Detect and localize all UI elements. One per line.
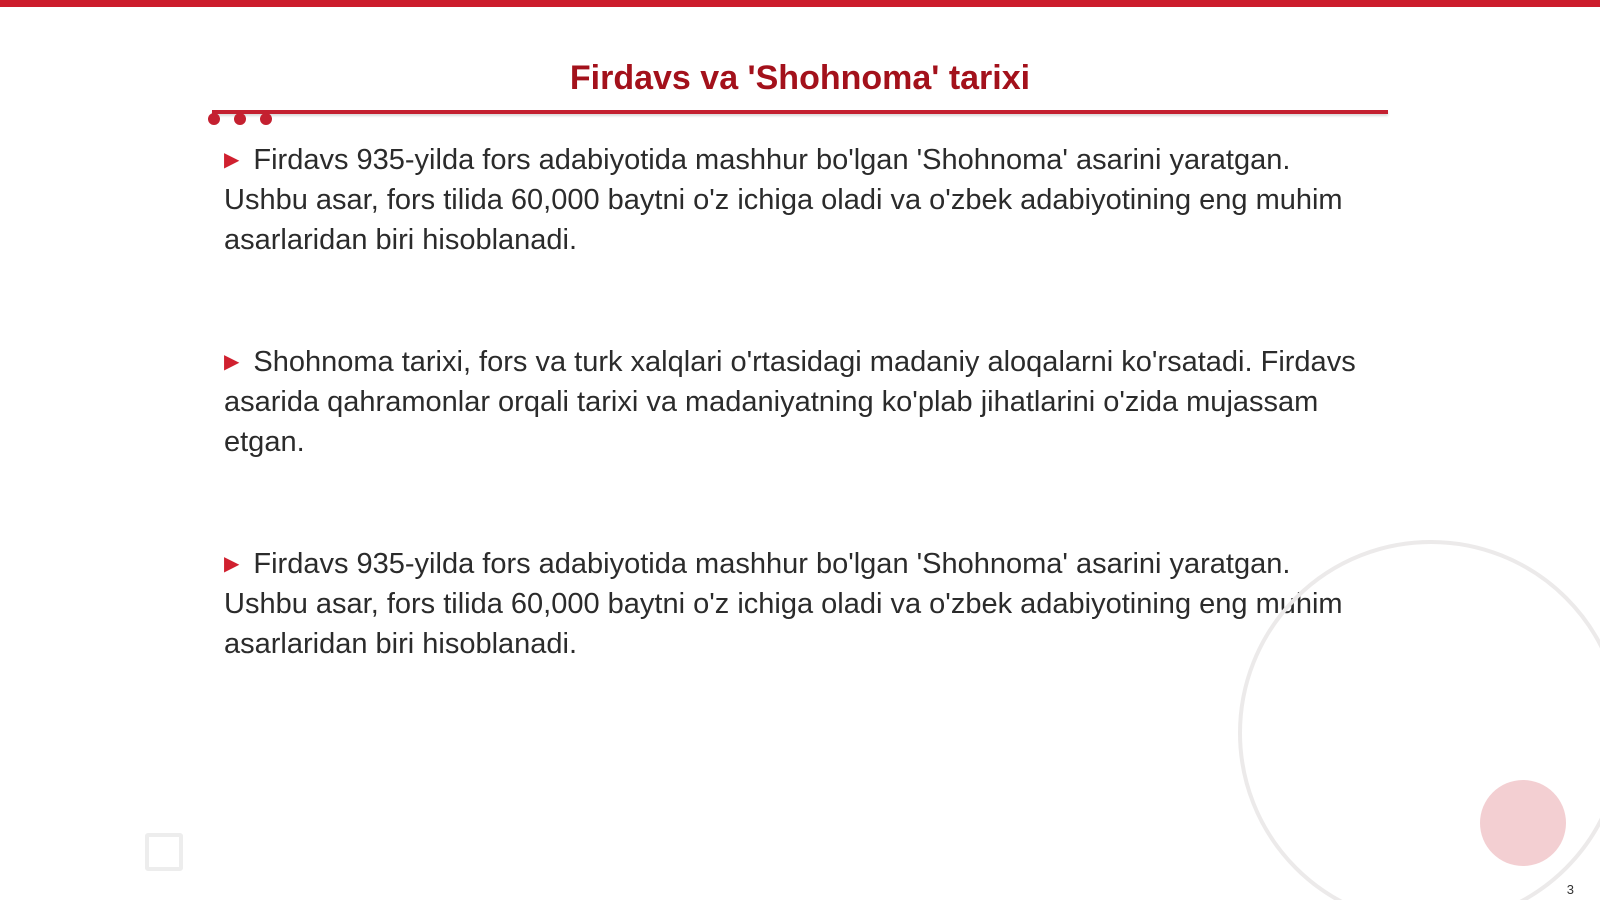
bullet-arrow-icon: ▶ xyxy=(224,149,240,171)
bullet-text: Shohnoma tarixi, fors va turk xalqlari o'rtasidagi madaniy aloqalarni ko'rsatadi. Firdavs asarida qahramonlar orqali tarixi va madaniyatning ko'plab jihatlarini o'zida mujassam etgan. xyxy=(224,346,1356,458)
decor-dot xyxy=(260,113,272,125)
decor-dot xyxy=(234,113,246,125)
bullet-text: Firdavs 935-yilda fors adabiyotida mashhur bo'lgan 'Shohnoma' asarini yaratgan. Ushbu asar, fors tilida 60,000 baytni o'z ichiga oladi va o'zbek adabiyotining eng muhim asarlaridan biri hisoblanadi. xyxy=(224,548,1343,660)
bullet-item xyxy=(224,544,1364,664)
top-accent-bar xyxy=(0,0,1600,7)
bullet-arrow-icon: ▶ xyxy=(224,553,240,575)
bullet-item xyxy=(224,342,1364,462)
slide-title: Firdavs va 'Shohnoma' tarixi xyxy=(569,59,1031,97)
title-underline xyxy=(212,110,1388,114)
decor-dot xyxy=(208,113,220,125)
bullet-item xyxy=(224,140,1364,260)
decor-square xyxy=(145,833,183,871)
bullet-arrow-icon: ▶ xyxy=(224,351,240,373)
decor-pink-circle xyxy=(1480,780,1566,866)
page-number: 3 xyxy=(1566,882,1574,897)
bullet-text: Firdavs 935-yilda fors adabiyotida mashhur bo'lgan 'Shohnoma' asarini yaratgan. Ushbu asar, fors tilida 60,000 baytni o'z ichiga oladi va o'zbek adabiyotining eng muhim asarlaridan biri hisoblanadi. xyxy=(224,144,1343,256)
bullet-list xyxy=(224,140,1364,746)
